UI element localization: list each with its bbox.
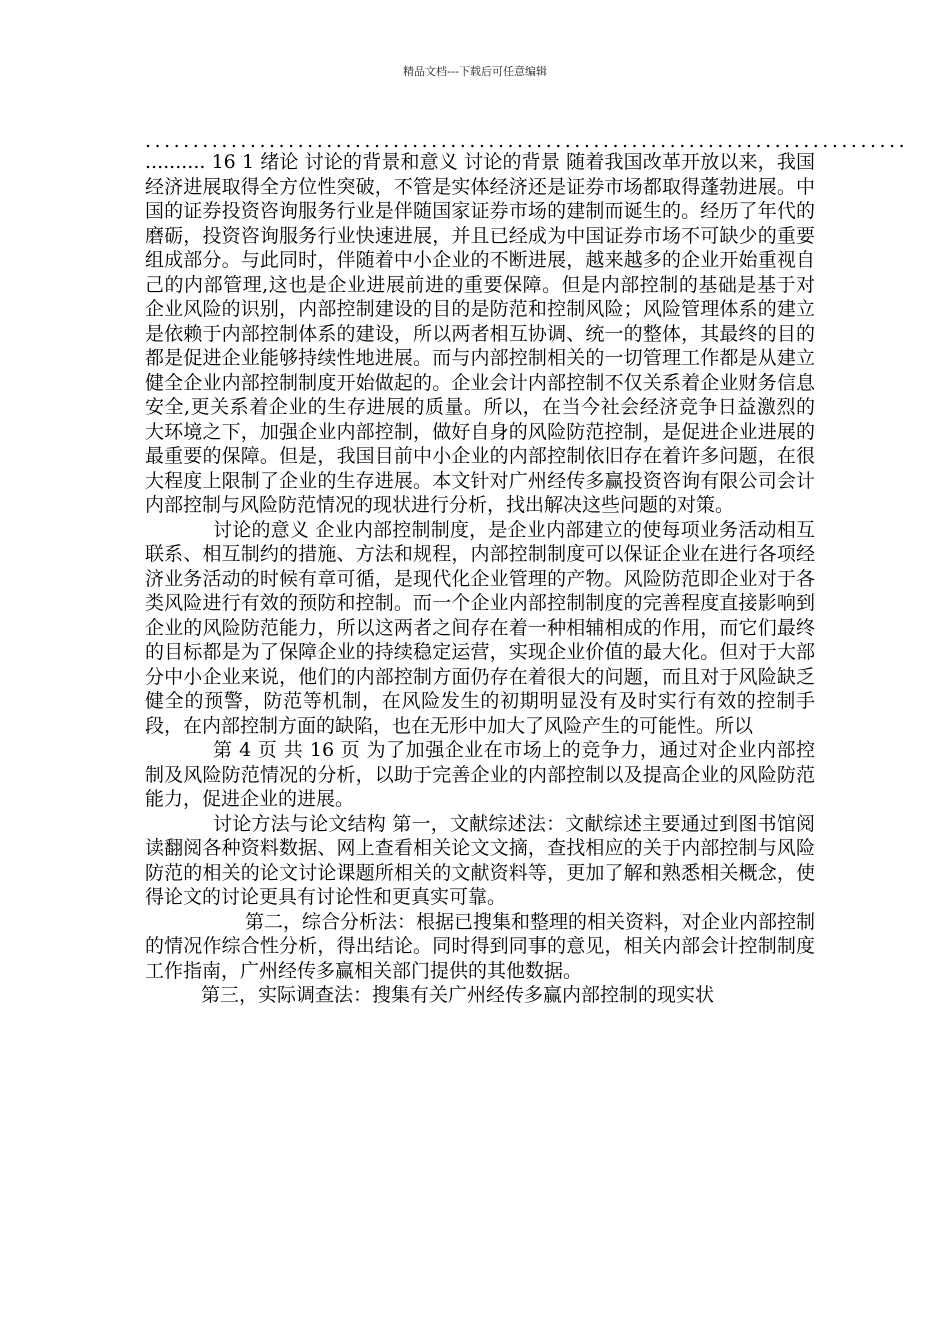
paragraph-background: .......... 16 1 绪论 讨论的背景和意义 讨论的背景 随着我国改革开放以来，我国经济进展取得全方位性突破，不管是实体经济还是证券市场都取得蓬勃进展。中国的证券投资咨询服务行业是伴随国家证券市场的建制而诞生的。经历了年代的磨砺，投资咨询服务行业快速进展，并且已经成为中国证券市场不可缺少的重要组成部分。与此同时，伴随着中小企业的不断进展，越来越多的企业开始重视自己的内部管理,这也是企业进展前进的重要保障。但是内部控制的基础是基于对企业风险的识别，内部控制建设的目的是防范和控制风险；风险管理体系的建立是依赖于内部控制体系的建设，所以两者相互协调、统一的整体，其最终的目的都是促进企业能够持续性地进展。而与内部控制相关的一切管理工作都是从建立健全企业内部控制制度开始做起的。企业会计内部控制不仅关系着企业财务信息安全,更关系着企业的生存进展的质量。所以，在当今社会经济竞争日益激烈的大环境之下，加强企业内部控制，做好自身的风险防范控制，是促进企业进展的最重要的保障。但是，我国目前中小企业的内部控制依旧存在着许多问题，在很大程度上限制了企业的生存进展。本文针对广州经传多赢投资咨询有限公司会计内部控制与风险防范情况的现状进行分析，找出解决这些问题的对策。 xyxy=(145,151,815,516)
page-header: 精品文档---下载后可任意编辑 xyxy=(403,65,547,78)
paragraph-survey-method: 第三，实际调查法：搜集有关广州经传多赢内部控制的现实状 xyxy=(201,984,715,1006)
toc-leader-dots: ................................................................................ xyxy=(145,130,909,152)
document-body xyxy=(145,150,815,1008)
paragraph-analysis-method: 第二，综合分析法：根据已搜集和整理的相关资料，对企业内部控制的情况作综合性分析，得出结论。同时得到同事的意见，相关内部会计控制制度工作指南，广州经传多赢相关部门提供的其他数据。 xyxy=(145,910,816,982)
paragraph-significance: 讨论的意义 企业内部控制制度，是企业内部建立的使每项业务活动相互联系、相互制约的措施、方法和规程，内部控制制度可以保证企业在进行各项经济业务活动的时候有章可循，是现代化企业管理的产物。风险防范即企业对于各类风险进行有效的预防和控制。而一个企业内部控制制度的完善程度直接影响到企业的风险防范能力，所以这两者之间存在着一种相辅相成的作用，而它们最终的目标都是为了保障企业的持续稳定运营，实现企业价值的最大化。但对于大部分中小企业来说，他们的内部控制方面仍存在着很大的问题，而且对于风险缺乏健全的预警，防范等机制，在风险发生的初期明显没有及时实行有效的控制手段，在内部控制方面的缺陷，也在无形中加大了风险产生的可能性。所以 xyxy=(145,518,815,737)
paragraph-methods: 讨论方法与论文结构 第一，文献综述法：文献综述主要通过到图书馆阅读翻阅各种资料数据、网上查看相关论文文摘，查找相应的关于内部控制与风险防范的相关的论文讨论课题所相关的文献资料等，更加了解和熟悉相关概念，使得论文的讨论更具有讨论性和更真实可靠。 xyxy=(145,812,815,908)
paragraph-page-marker: 第 4 页 共 16 页 为了加强企业在市场上的竞争力，通过对企业内部控制及风险防范情况的分析，以助于完善企业的内部控制以及提高企业的风险防范能力，促进企业的进展。 xyxy=(145,739,815,810)
